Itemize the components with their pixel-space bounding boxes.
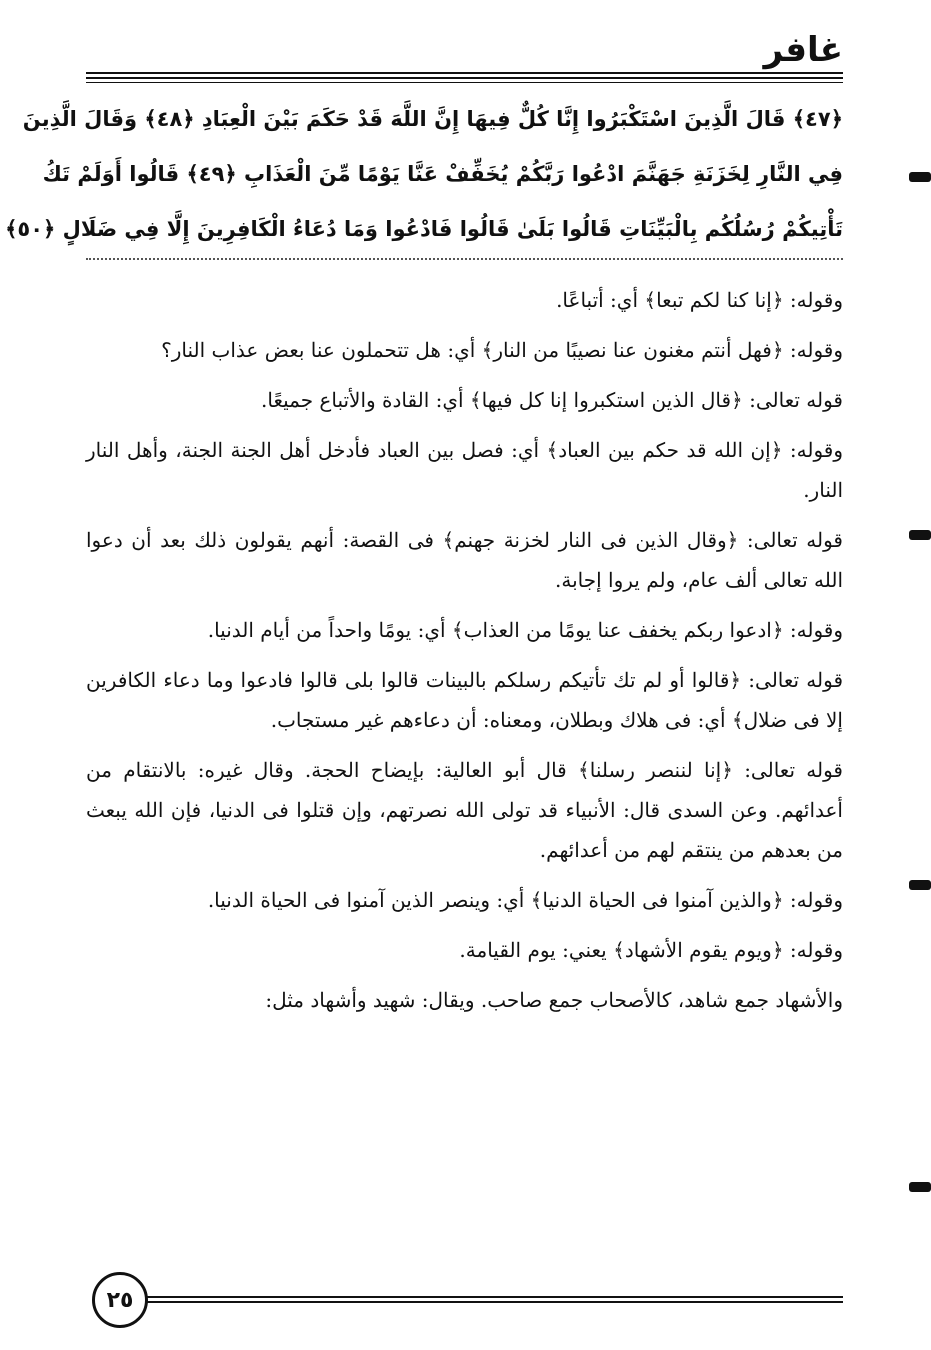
margin-mark xyxy=(909,1182,931,1192)
commentary-paragraph: والأشهاد جمع شاهد، كالأصحاب جمع صاحب. ويقال: شهيد وأشهاد مثل: xyxy=(265,988,843,1012)
footer-rule xyxy=(142,1296,843,1298)
commentary-paragraph: وقوله: ﴿إن الله قد حكم بين العباد﴾ أي: فصل بين العباد فأدخل أهل الجنة الجنة، وأهل النار النار. xyxy=(86,438,843,502)
quran-verses-block xyxy=(5,92,843,257)
margin-mark xyxy=(909,530,931,540)
commentary-paragraph: وقوله: ﴿ادعوا ربكم يخفف عنا يومًا من العذاب﴾ أي: يومًا واحداً من أيام الدنيا. xyxy=(207,618,843,642)
commentary-paragraph: وقوله: ﴿والذين آمنوا فى الحياة الدنيا﴾ أي: وينصر الذين آمنوا فى الحياة الدنيا. xyxy=(207,888,843,912)
verse-line: فِي النَّارِ لِخَزَنَةِ جَهَنَّمَ ادْعُوا رَبَّكُمْ يُخَفِّفْ عَنَّا يَوْمًا مِّنَ الْعَذَابِ ﴿٤٩﴾ قَالُوا أَوَلَمْ تَكُ xyxy=(42,162,843,186)
commentary-block xyxy=(86,280,843,1030)
verse-line: تَأْتِيكُمْ رُسُلُكُم بِالْبَيِّنَاتِ قَالُوا بَلَىٰ قَالُوا فَادْعُوا وَمَا دُعَاءُ الْكَافِرِينَ إِلَّا فِي ضَلَالٍ ﴿٥٠﴾ xyxy=(5,217,843,241)
header-rule xyxy=(86,72,843,74)
commentary-paragraph: قوله تعالى: ﴿قال الذين استكبروا إنا كل فيها﴾ أي: القادة والأتباع جميعًا. xyxy=(261,388,843,412)
page-number: ٢٥ xyxy=(92,1272,148,1328)
verses-divider xyxy=(86,258,843,260)
commentary-paragraph: وقوله: ﴿فهل أنتم مغنون عنا نصيبًا من النار﴾ أي: هل تتحملون عنا بعض عذاب النار؟ xyxy=(161,338,843,362)
header-rule xyxy=(86,82,843,83)
margin-mark xyxy=(909,880,931,890)
commentary-paragraph: وقوله: ﴿ويوم يقوم الأشهاد﴾ يعني: يوم القيامة. xyxy=(459,938,843,962)
surah-title: غافر xyxy=(763,30,843,70)
verse-line: ﴿٤٧﴾ قَالَ الَّذِينَ اسْتَكْبَرُوا إِنَّا كُلٌّ فِيهَا إِنَّ اللَّهَ قَدْ حَكَمَ بَيْنَ الْعِبَادِ ﴿٤٨﴾ وَقَالَ الَّذِينَ xyxy=(22,107,843,131)
commentary-paragraph: قوله تعالى: ﴿إنا لننصر رسلنا﴾ قال أبو العالية: بإيضاح الحجة. وقال غيره: بالانتقام من أعدائهم. وعن السدى قال: الأنبياء قد تولى الله نصرتهم، وإن قتلوا فى الدنيا، فإن الله يبعث من بعدهم من ينتقم لهم من أعدائهم. xyxy=(86,758,843,862)
margin-mark xyxy=(909,172,931,182)
footer-rule xyxy=(142,1301,843,1303)
commentary-paragraph: قوله تعالى: ﴿وقال الذين فى النار لخزنة جهنم﴾ فى القصة: أنهم يقولون ذلك بعد أن دعوا الله تعالى ألف عام، ولم يروا إجابة. xyxy=(86,528,843,592)
commentary-paragraph: قوله تعالى: ﴿قالوا أو لم تك تأتيكم رسلكم بالبينات قالوا بلى قالوا فادعوا وما دعاء الكافرين إلا فى ضلال﴾ أي: فى هلاك وبطلان، ومعناه: أن دعاءهم غير مستجاب. xyxy=(86,668,843,732)
commentary-paragraph: وقوله: ﴿إنا كنا لكم تبعا﴾ أي: أتباعًا. xyxy=(556,288,843,312)
header-rule xyxy=(86,77,843,79)
